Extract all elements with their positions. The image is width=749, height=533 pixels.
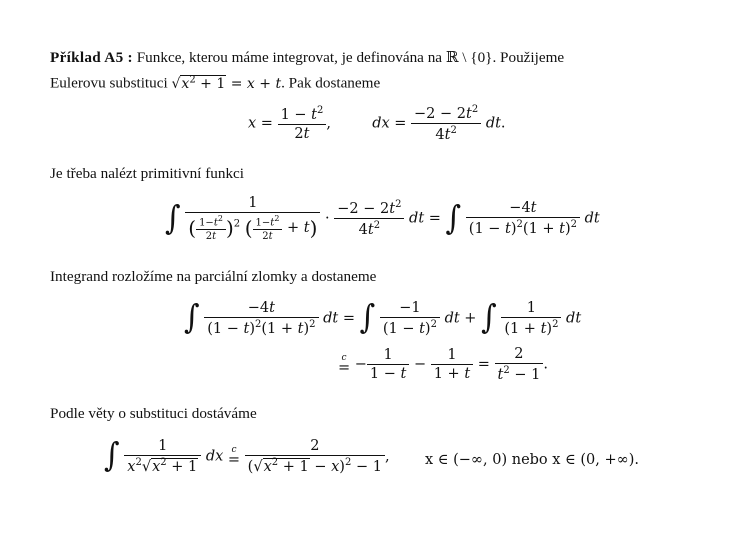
euler-substitution: $√x^2 + 1 = x + t$ — [171, 74, 282, 92]
intro-line-2: Eulerovu substituci $√x^2 + 1 = x + t$. Pak dostaneme — [50, 74, 381, 92]
substitution-theorem-text: Podle věty o substituci dostáváme — [50, 405, 257, 422]
example-heading: Příklad A5 : — [50, 49, 133, 66]
substitution-formulas: x = $\frac{1 - t^2}{2t}$ , dx = $\frac{-2 - 2t^2}{4t^2}$ dt. — [248, 104, 506, 143]
integral-equation-1: ∫ 1 ( $\frac{1-t^2}{2t}$ )$^2$ ( $\frac{1-t^2}{2t}$ + t) · $\frac{-2 - 2t^2}{4t^2}$ dt = ∫ $\frac{-4t}{(1 - t)^2(1 + t)^2}$ dt — [165, 195, 600, 243]
find-primitive-text: Je třeba nalézt primitivní funkci — [50, 165, 244, 182]
domain-clause: x ∈ (−∞, 0) nebo x ∈ (0, +∞). — [425, 452, 639, 468]
final-result: ∫ $\frac{1}{x^2√x^2 + 1}$ dx c = $\frac{2}{(√x^2 + 1 - x)^2 - 1}$ , — [104, 436, 390, 476]
intro-text: Funkce, kterou máme integrovat, je definována na ℝ \ {0}. Použijeme — [136, 49, 565, 66]
integral-equation-2: ∫ $\frac{-4t}{(1 - t)^2(1 + t)^2}$ dt = ∫ $\frac{-1}{(1 - t)^2}$ dt + ∫ $\frac{1}{(1 + t)^2}$ dt — [184, 298, 582, 338]
integral-result-t: c = − $\frac{1}{1 - t}$ − $\frac{1}{1 + t}$ = $\frac{2}{t^2 - 1}$ . — [338, 346, 548, 383]
partial-fractions-text: Integrand rozložíme na parciální zlomky a dostaneme — [50, 268, 377, 285]
intro-line-1 — [50, 46, 700, 69]
